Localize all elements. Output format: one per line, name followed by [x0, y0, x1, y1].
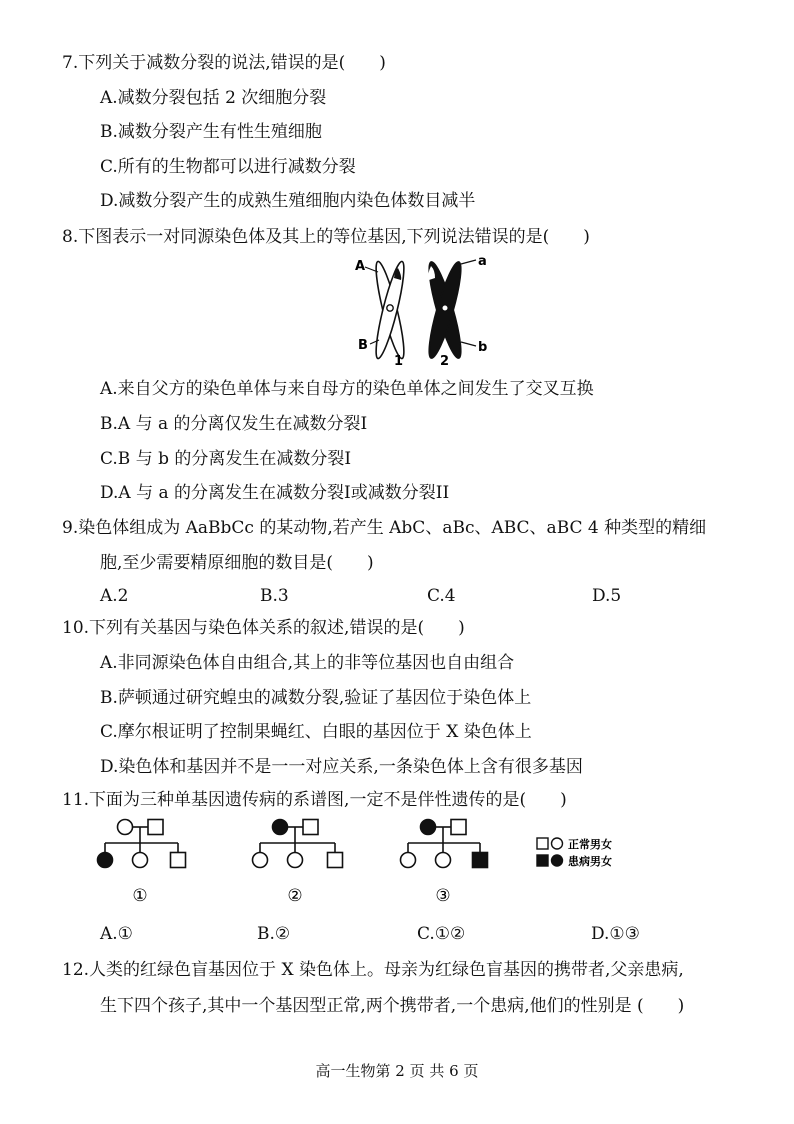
q10-option-b: B.萨顿通过研究蝗虫的减数分裂,验证了基因位于染色体上	[100, 688, 532, 708]
q8-option-a: A.来自父方的染色单体与来自母方的染色单体之间发生了交叉互换	[100, 379, 594, 399]
q11-stem: 11.下面为三种单基因遗传病的系谱图,一定不是伴性遗传的是( )	[62, 790, 567, 810]
q8-stem: 8.下图表示一对同源染色体及其上的等位基因,下列说法错误的是( )	[62, 227, 590, 247]
q7-option-c: C.所有的生物都可以进行减数分裂	[100, 157, 356, 177]
legend-affected-male-symbol	[537, 855, 548, 866]
q12-stem-line1: 12.人类的红绿色盲基因位于 X 染色体上。母亲为红绿色盲基因的携带者,父亲患病,	[62, 960, 684, 980]
q7-option-b: B.减数分裂产生有性生殖细胞	[100, 122, 322, 142]
pedigree-label-2: ②	[287, 886, 303, 906]
pedigree-diagrams	[88, 812, 648, 908]
page-footer: 高一生物第 2 页 共 6 页	[315, 1062, 479, 1080]
q9-options	[100, 585, 740, 607]
gene-label-B: B	[358, 338, 368, 353]
q10-option-a: A.非同源染色体自由组合,其上的非等位基因也自由组合	[100, 653, 515, 673]
q11-option-c: C.①②	[417, 924, 466, 944]
q9-option-c: C.4	[427, 586, 456, 606]
pedigree-1	[98, 820, 186, 868]
q12-stem-line2: 生下四个孩子,其中一个基因型正常,两个携带者,一个患病,他们的性别是 ( )	[100, 996, 685, 1016]
homologous-chromosome-figure	[345, 252, 505, 370]
q8-option-c: C.B 与 b 的分离发生在减数分裂I	[100, 449, 352, 469]
q8-option-b: B.A 与 a 的分离仅发生在减数分裂I	[100, 414, 368, 434]
legend-affected-label: 患病男女	[568, 855, 612, 868]
q7-option-d: D.减数分裂产生的成熟生殖细胞内染色体数目减半	[100, 191, 476, 211]
legend-normal-male-symbol	[537, 838, 548, 849]
q9-option-a: A.2	[100, 586, 129, 606]
chromosome-number-1: 1	[394, 354, 404, 369]
q8-option-d: D.A 与 a 的分离发生在减数分裂I或减数分裂II	[100, 483, 450, 503]
q11-option-a: A.①	[100, 924, 133, 944]
pedigree-label-3: ③	[435, 886, 451, 906]
q9-option-b: B.3	[260, 586, 289, 606]
q9-stem-line1: 9.染色体组成为 AaBbCc 的某动物,若产生 AbC、aBc、ABC、aBC 4 种类型的精细	[62, 518, 707, 538]
q7-option-a: A.减数分裂包括 2 次细胞分裂	[100, 88, 327, 108]
pedigree-legend	[537, 838, 563, 866]
q9-option-d: D.5	[592, 586, 622, 606]
legend-affected-female-symbol	[552, 855, 563, 866]
pedigree-3	[401, 820, 488, 868]
q10-option-c: C.摩尔根证明了控制果蝇红、白眼的基因位于 X 染色体上	[100, 722, 532, 742]
q10-option-d: D.染色体和基因并不是一一对应关系,一条染色体上含有很多基因	[100, 757, 583, 777]
q11-option-d: D.①③	[591, 924, 640, 944]
gene-label-b: b	[478, 340, 488, 355]
gene-label-a: a	[478, 254, 487, 269]
centromere-2	[442, 305, 448, 311]
legend-normal-female-symbol	[552, 838, 563, 849]
q10-stem: 10.下列有关基因与染色体关系的叙述,错误的是( )	[62, 618, 465, 638]
legend-normal-label: 正常男女	[568, 838, 612, 851]
q7-stem: 7.下列关于减数分裂的说法,错误的是( )	[62, 53, 386, 73]
centromere-1	[387, 305, 393, 311]
pedigree-2	[253, 820, 343, 868]
q11-option-b: B.②	[257, 924, 291, 944]
q11-options	[100, 923, 740, 945]
pedigree-label-1: ①	[132, 886, 148, 906]
q9-stem-line2: 胞,至少需要精原细胞的数目是( )	[100, 553, 374, 573]
gene-label-A: A	[355, 259, 366, 274]
chromosome-number-2: 2	[440, 354, 450, 369]
